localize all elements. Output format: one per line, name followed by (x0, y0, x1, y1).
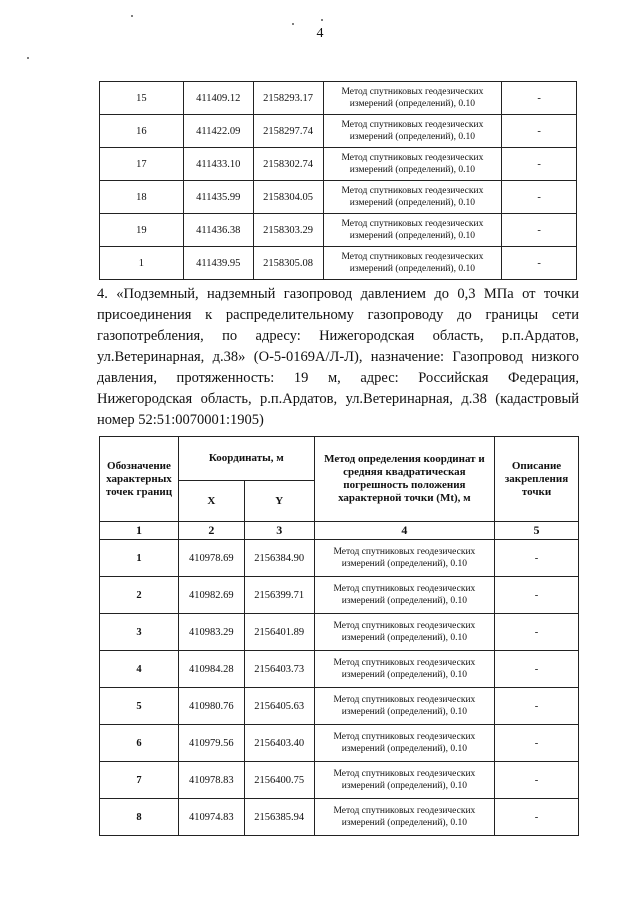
coord-x: 410982.69 (178, 577, 244, 614)
description-cell: - (495, 651, 579, 688)
column-number: 3 (244, 522, 314, 540)
description-cell: - (502, 82, 577, 115)
table-row (100, 614, 579, 651)
method-cell: Метод спутниковых геодезических измерений (определений), 0.10 (314, 725, 494, 762)
point-number: 8 (100, 799, 179, 836)
table-row (100, 82, 577, 115)
point-number: 1 (100, 247, 184, 280)
column-number: 5 (495, 522, 579, 540)
column-number: 1 (100, 522, 179, 540)
coord-y: 2156384.90 (244, 540, 314, 577)
object-description-paragraph: 4. «Подземный, надземный газопровод давлением до 0,3 МПа от точки присоединения к распределительному газопроводу до границы сети газопотребления, по адресу: Нижегородская область, р.п.Ардатов, ул.Ветеринарная, д.38» (О-5-0169А/Л-Л), назначение: Газопровод низкого давления, протяженность: 19 м, адрес: Российская Федерация, Нижегородская область, р.п.Ардатов, ул.Ветеринарная, д.38 (кадастровый номер 52:51:0070001:1905) (97, 286, 579, 428)
point-number: 2 (100, 577, 179, 614)
coord-y: 2158303.29 (253, 214, 323, 247)
table-row (100, 148, 577, 181)
scan-speck (27, 57, 29, 59)
method-cell: Метод спутниковых геодезических измерений (определений), 0.10 (314, 614, 494, 651)
point-number: 6 (100, 725, 179, 762)
coord-x: 410983.29 (178, 614, 244, 651)
header-description: Описание закрепления точки (495, 437, 579, 522)
description-cell: - (502, 181, 577, 214)
table-row (100, 688, 579, 725)
coord-x: 410984.28 (178, 651, 244, 688)
coord-x: 411436.38 (183, 214, 253, 247)
column-number: 2 (178, 522, 244, 540)
coord-x: 411422.09 (183, 115, 253, 148)
coord-y: 2156399.71 (244, 577, 314, 614)
point-number: 3 (100, 614, 179, 651)
description-cell: - (495, 540, 579, 577)
point-number: 4 (100, 651, 179, 688)
method-cell: Метод спутниковых геодезических измерений (определений), 0.10 (314, 577, 494, 614)
point-number: 16 (100, 115, 184, 148)
description-cell: - (502, 214, 577, 247)
description-cell: - (495, 799, 579, 836)
coord-x: 410978.83 (178, 762, 244, 799)
header-coordinates: Координаты, м (178, 437, 314, 481)
coord-y: 2158304.05 (253, 181, 323, 214)
description-cell: - (502, 148, 577, 181)
description-cell: - (502, 247, 577, 280)
table-row (100, 181, 577, 214)
point-number: 15 (100, 82, 184, 115)
method-cell: Метод спутниковых геодезических измерений (определений), 0.10 (314, 651, 494, 688)
coord-y: 2156385.94 (244, 799, 314, 836)
coord-y: 2158293.17 (253, 82, 323, 115)
coord-x: 410979.56 (178, 725, 244, 762)
method-cell: Метод спутниковых геодезических измерений (определений), 0.10 (314, 688, 494, 725)
coord-x: 410974.83 (178, 799, 244, 836)
header-row (100, 437, 579, 481)
point-number: 17 (100, 148, 184, 181)
coord-y: 2156401.89 (244, 614, 314, 651)
coord-y: 2158302.74 (253, 148, 323, 181)
coord-x: 411409.12 (183, 82, 253, 115)
method-cell: Метод спутниковых геодезических измерений (определений), 0.10 (323, 181, 502, 214)
point-number: 5 (100, 688, 179, 725)
method-cell: Метод спутниковых геодезических измерений (определений), 0.10 (314, 762, 494, 799)
method-cell: Метод спутниковых геодезических измерений (определений), 0.10 (314, 540, 494, 577)
table-row (100, 651, 579, 688)
coord-x: 410978.69 (178, 540, 244, 577)
table-row (100, 247, 577, 280)
coordinates-table-continued (99, 81, 577, 280)
table-row (100, 540, 579, 577)
scan-speck (131, 15, 133, 17)
header-point-designation: Обозначение характерных точек границ (100, 437, 179, 522)
coord-x: 411439.95 (183, 247, 253, 280)
point-number: 1 (100, 540, 179, 577)
description-cell: - (495, 762, 579, 799)
scan-speck (321, 19, 323, 21)
description-cell: - (495, 688, 579, 725)
coord-x: 411435.99 (183, 181, 253, 214)
page-number: 4 (316, 26, 324, 41)
header-method: Метод определения координат и средняя квадратическая погрешность положения характерной точки (Mt), м (314, 437, 494, 522)
coord-y: 2156403.40 (244, 725, 314, 762)
coord-y: 2156405.63 (244, 688, 314, 725)
table-row (100, 214, 577, 247)
table-row (100, 762, 579, 799)
method-cell: Метод спутниковых геодезических измерений (определений), 0.10 (323, 82, 502, 115)
coordinates-table (99, 436, 579, 836)
table-row (100, 115, 577, 148)
coord-y: 2158305.08 (253, 247, 323, 280)
description-cell: - (502, 115, 577, 148)
column-number-row (100, 522, 579, 540)
column-number: 4 (314, 522, 494, 540)
description-cell: - (495, 725, 579, 762)
coord-y: 2156403.73 (244, 651, 314, 688)
method-cell: Метод спутниковых геодезических измерений (определений), 0.10 (323, 247, 502, 280)
description-cell: - (495, 577, 579, 614)
scan-speck (292, 23, 294, 25)
header-x: X (178, 481, 244, 522)
table-row (100, 577, 579, 614)
description-cell: - (495, 614, 579, 651)
table-row (100, 725, 579, 762)
coord-y: 2156400.75 (244, 762, 314, 799)
table-row (100, 799, 579, 836)
coord-x: 410980.76 (178, 688, 244, 725)
method-cell: Метод спутниковых геодезических измерений (определений), 0.10 (323, 214, 502, 247)
coord-x: 411433.10 (183, 148, 253, 181)
header-y: Y (244, 481, 314, 522)
coord-y: 2158297.74 (253, 115, 323, 148)
method-cell: Метод спутниковых геодезических измерений (определений), 0.10 (323, 148, 502, 181)
point-number: 18 (100, 181, 184, 214)
method-cell: Метод спутниковых геодезических измерений (определений), 0.10 (323, 115, 502, 148)
method-cell: Метод спутниковых геодезических измерений (определений), 0.10 (314, 799, 494, 836)
point-number: 7 (100, 762, 179, 799)
point-number: 19 (100, 214, 184, 247)
